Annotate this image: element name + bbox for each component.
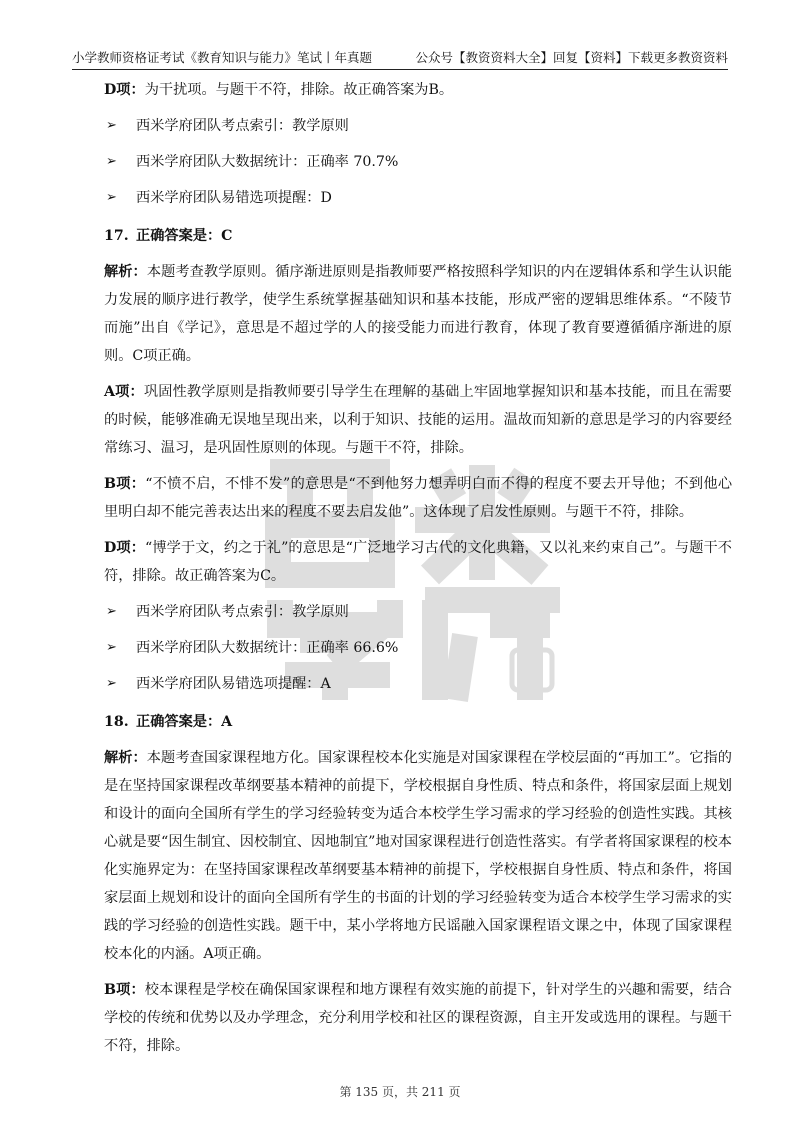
list-item: ➢ 西米学府团队易错选项提醒：D (104, 184, 732, 212)
list-item: ➢ 西米学府团队考点索引：教学原则 (104, 112, 732, 140)
q17-analysis: 解析：本题考查教学原则。循序渐进原则是指教师要严格按照科学知识的内在逻辑体系和学生认识能力发展的顺序进行教学，使学生系统掌握基础知识和基本技能，形成严密的逻辑思维体系。“不陵节而施”出自《学记》，意思是不超过学的人的接受能力而进行教育，体现了教育要遵循循序渐进的原则。C项正确。 (104, 264, 732, 364)
page-content (104, 76, 732, 1068)
question-18-heading: 18. 正确答案是：A (104, 714, 233, 730)
watermark-seal-text: 印 (522, 659, 542, 683)
arrow-bullet-icon: ➢ (106, 118, 117, 133)
q17-option-a: A项：巩固性教学原则是指教师要引导学生在理解的基础上牢固地掌握知识和基本技能，而且在需要的时候，能够准确无误地呈现出来，以利于知识、技能的运用。温故而知新的意思是学习的内容要经常练习、温习，是巩固性原则的体现。与题干不符，排除。 (104, 384, 732, 456)
arrow-bullet-icon: ➢ (106, 154, 117, 169)
q17-option-b: B项：“不愤不启，不悱不发”的意思是“不到他努力想弄明白而不得的程度不要去开导他；不到他心里明白却不能完善表达出来的程度不要去启发他”。这体现了启发性原则。与题干不符，排除。 (104, 476, 733, 520)
arrow-bullet-icon: ➢ (106, 190, 117, 205)
option-d-paragraph: D项：为干扰项。与题干不符，排除。故正确答案为B。 (104, 82, 454, 98)
arrow-bullet-icon: ➢ (106, 604, 117, 619)
header-title: 小学教师资格证考试《教育知识与能力》笔试丨年真题 (72, 50, 373, 65)
list-item: ➢ 西米学府团队大数据统计：正确率 66.6% (104, 634, 732, 662)
header-promo: 公众号【教资资料大全】回复【资料】下载更多教资资料 (415, 50, 728, 65)
list-item: ➢ 西米学府团队考点索引：教学原则 (104, 598, 732, 626)
page-number: 第 135 页，共 211 页 (339, 1085, 461, 1099)
q18-analysis: 解析：本题考查国家课程地方化。国家课程校本化实施是对国家课程在学校层面的“再加工”。它指的是在坚持国家课程改革纲要基本精神的前提下，学校根据自身性质、特点和条件，将国家层面上规划和设计的面向全国所有学生的学习经验转变为适合本校学生学习需求的学习经验的创造性实践。其核心就是要“因生制宜、因校制宜、因地制宜”地对国家课程进行创造性落实。有学者将国家课程的校本化实施界定为：在坚持国家课程改革纲要基本精神的前提下，学校根据自身性质、特点和条件，将国家层面上规划和设计的面向全国所有学生的书面的计划的学习经验转变为适合本校学生学习需求的实践的学习经验的创造性实践。题干中，某小学将地方民谣融入国家课程语文课之中，体现了国家课程校本化的内涵。A项正确。 (104, 750, 732, 962)
arrow-bullet-icon: ➢ (106, 640, 117, 655)
q17-option-d: D项：“博学于文，约之于礼”的意思是“广泛地学习古代的文化典籍，又以礼来约束自己”。与题干不符，排除。故正确答案为C。 (104, 540, 732, 584)
question-17-heading: 17. 正确答案是：C (104, 228, 233, 244)
page-header (72, 44, 728, 70)
arrow-bullet-icon: ➢ (106, 676, 117, 691)
q18-option-b: B项：校本课程是学校在确保国家课程和地方课程有效实施的前提下，针对学生的兴趣和需要，结合学校的传统和优势以及办学理念，充分利用学校和社区的课程资源，自主开发或选用的课程。与题干不符，排除。 (104, 982, 732, 1054)
list-item: ➢ 西米学府团队易错选项提醒：A (104, 670, 732, 698)
list-item: ➢ 西米学府团队大数据统计：正确率 70.7% (104, 148, 732, 176)
